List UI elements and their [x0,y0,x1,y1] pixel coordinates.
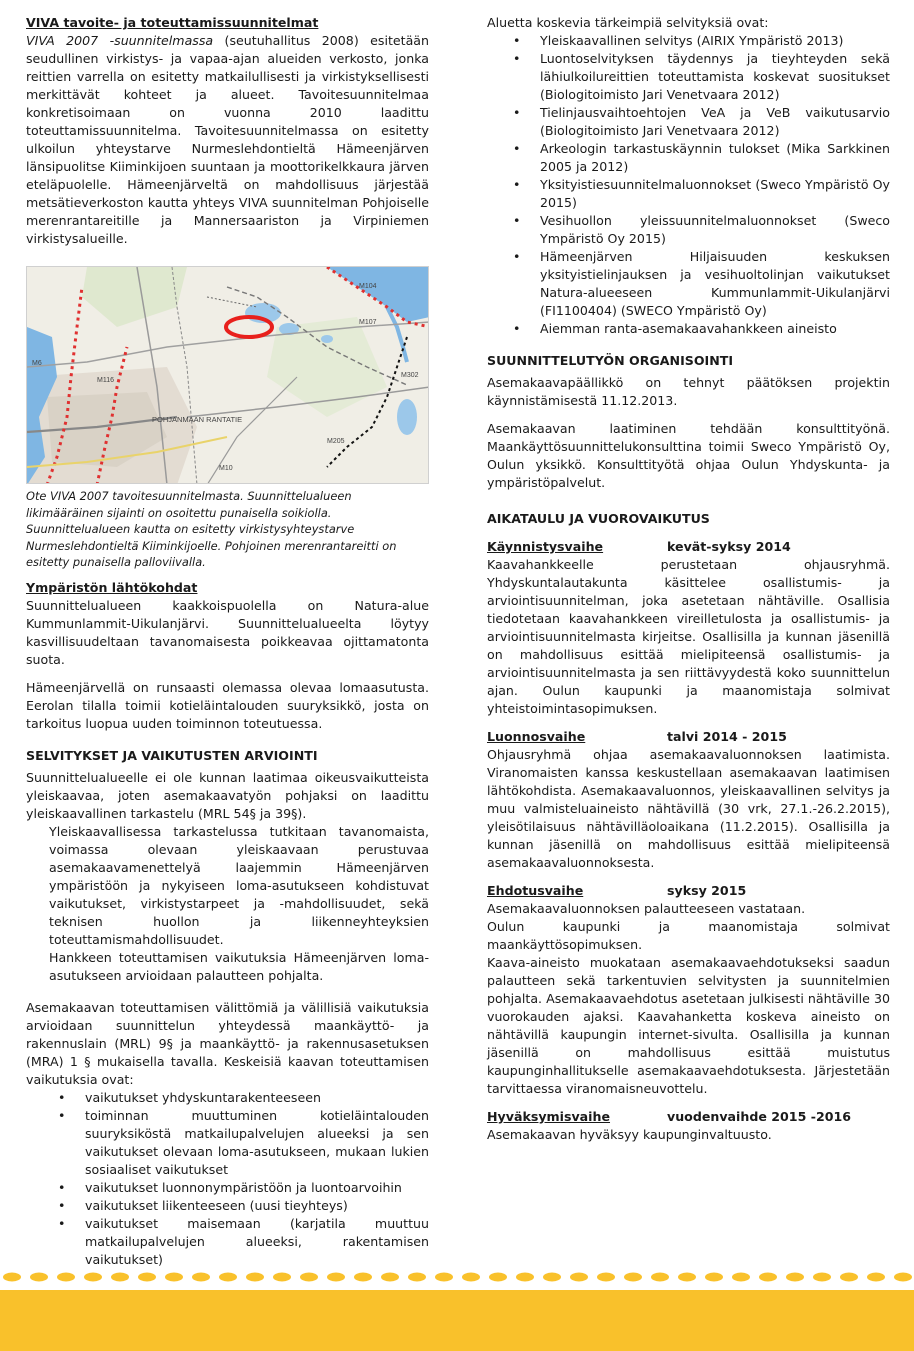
selv-paragraph-1: Suunnittelualueelle ei ole kunnan laatimaa oikeusvaikutteista yleiskaavaa, joten asemakaavatyön pohjaksi on laadittu yleiskaavallinen tarkastelu (MRL 54§ ja 39§). [26,769,429,821]
divider-dot [165,1273,183,1282]
viva-italic-lead: VIVA 2007 -suunnitelmassa [26,33,214,48]
selv-heading: SELVITYKSET JA VAIKUTUSTEN ARVIOINTI [26,747,318,763]
phase-paragraph: Kaava-aineisto muokataan asemakaavaehdotukseksi saadun palautteen sekä tarkentuvien selvitysten ja suunnitelmien pohjalta. Asemakaavaehdotus asetetaan julkisesti nähtäville 30 vuorokauden ajaksi. Kaavahanketta koskeva aineisto on nähtävillä kaupungin internet-sivulta. Osallisilla ja kunnan jäsenillä on mahdollisuus esittää muistutus kaupunginhallitukselle asemakaavaehdotuksesta. Järjestetään tarvittaessa viranomaisneuvottelu. [487,955,890,1096]
divider-dot [867,1273,885,1282]
right-column [487,14,890,1144]
divider-dot [111,1273,129,1282]
phase-head [487,538,890,556]
org-paragraph-2: Asemakaavan laatiminen tehdään konsulttityönä. Maankäyttösuunnittelukonsulttina toimii Sweco Ympäristö Oy, Oulun yksikkö. Konsulttityötä ohjaa Oulun Yhdyskunta- ja ympäristöpalvelut. [487,421,890,490]
surveys-list [513,32,890,338]
phase-name: Ehdotusvaihe [487,883,584,898]
divider-dot [570,1273,588,1282]
viva-paragraph [26,32,429,248]
phase-paragraph: Oulun kaupunki ja maanomistaja solmivat maankäyttösopimuksen. [487,919,890,952]
selv-bullet: • toiminnan muuttuminen kotieläintalouden suuryksiköstä matkailupalvelujen alueeksi ja sen vaikutukset olevaan loma-asutukseen, mukaan lukien sosiaaliset vaikutukset [58,1107,429,1179]
divider-dot [408,1273,426,1282]
divider-dot [219,1273,237,1282]
phase-name: Hyväksymisvaihe [487,1109,611,1124]
phase-time: vuodenvaihde 2015 -2016 [667,1109,851,1124]
survey-item: • Yleiskaavallinen selvitys (AIRIX Ympäristö 2013) [513,32,890,50]
viva-heading: VIVA tavoite- ja toteuttamissuunnitelmat [26,15,319,30]
phase-head [487,882,890,900]
divider-dot [516,1273,534,1282]
divider-dot [624,1273,642,1282]
map-label: M107 [359,319,377,326]
phase-time: talvi 2014 - 2015 [667,729,787,744]
divider-dot [786,1273,804,1282]
divider-dot [651,1273,669,1282]
org-heading: SUUNNITTELUTYÖN ORGANISOINTI [487,353,734,368]
divider-dot [732,1273,750,1282]
divider-dot [3,1273,21,1282]
divider-dot [678,1273,696,1282]
selv-paragraph-2: Asemakaavan toteuttamisen välittömiä ja välillisiä vaikutuksia arvioidaan suunnittelun yhteydessä maankäyttö- ja rakennuslain (MRL) 9§ ja maankäyttö- ja rakennusasetuksen (MRA) 1 § mukaisella tavalla. Keskeisiä kaavan toteuttamisen vaikutuksia ovat: [26,999,429,1087]
selv-bullet: • vaikutukset maisemaan (karjatila muuttuu matkailupalvelujen alueeksi, rakentamisen vaikutukset) [58,1215,429,1269]
divider-dot [354,1273,372,1282]
env-paragraph-2: Hämeenjärvellä on runsaasti olemassa olevaa lomaasutusta. Eerolan tilalla toimii kotieläintalouden suuryksikkö, josta on tarkoitus luopua uuden toiminnon toteutuessa. [26,679,429,731]
phase-name: Käynnistysvaihe [487,539,604,554]
survey-item: • Aiemman ranta-asemakaavahankkeen aineisto [513,320,890,338]
left-column [26,14,429,1269]
divider-dot [840,1273,858,1282]
selv-indent-item: Yleiskaavallisessa tarkastelussa tutkitaan tavanomaista, voimassa olevaan yleiskaavaan perustuvaa asemakaavamenettelyä laajemmin Hämeenjärven ympäristöön ja nykyiseen loma-asutukseen kohdistuvat vaikutukset, virkistystarpeet ja -mahdollisuudet, sekä teknisen huollon ja liikenneyhteyksien toteuttamismahdollisuudet. [49,823,429,947]
selv-bullet: • vaikutukset liikenteeseen (uusi tieyhteys) [58,1197,429,1215]
map-caption [26,488,429,571]
divider-dot [57,1273,75,1282]
divider-dot [84,1273,102,1282]
divider-dot [894,1273,912,1282]
divider-dot [300,1273,318,1282]
env-heading: Ympäristön lähtökohdat [26,579,198,595]
map-label: M116 [97,377,114,384]
divider-dot [705,1273,723,1282]
map-label: M205 [327,438,345,445]
phase-paragraph: Kaavahankkeelle perustetaan ohjausryhmä. Yhdyskuntalautakunta käsittelee osallistumis- ja arviointisuunnitelman, joka asetetaan nähtäville. Osallisia tiedotetaan kaavahankkeen vireilletulosta ja osallistumis- ja arviointisuunnitelmasta kirjeitse. Osallisilla ja kunnan jäsenillä on mahdollisuus esittää mielipiteensä osallistumis- ja arviointisuunnitelmasta ja sen riittävyydestä koko suunnittelun ajan. Oulun kaupunki ja maanomistaja solmivat yhteistoimintasopimuksen. [487,557,890,716]
selv-indent-list [49,823,429,985]
survey-item: • Hämeenjärven Hiljaisuuden keskuksen yksityistielinjauksen ja vesihuoltolinjan vaikutukset Natura-alueeseen Kummunlammit-Uikulanjärvi (FI1100404) (SWECO Ympäristö Oy) [513,248,890,320]
survey-item: • Tielinjausvaihtoehtojen VeA ja VeB vaikutusarvio (Biologitoimisto Jari Venetvaara 2012) [513,104,890,140]
selv-indent-item: Hankkeen toteuttamisen vaikutuksia Hämeenjärven loma-asutukseen arvioidaan palautteen pohjalta. [49,949,429,983]
divider-dot [138,1273,156,1282]
survey-item: • Vesihuollon yleissuunnitelmaluonnokset (Sweco Ympäristö Oy 2015) [513,212,890,248]
viva-map [26,266,429,484]
phase-ehdotus [487,882,890,1098]
phase-paragraph: Asemakaavaluonnoksen palautteeseen vastataan. [487,901,806,916]
dotted-divider [0,1271,914,1283]
divider-dot [462,1273,480,1282]
phase-head [487,1108,890,1126]
map-label: POHJANMAAN RANTATIE [152,415,243,424]
divider-dot [597,1273,615,1282]
selv-bullet: • vaikutukset luonnonympäristöön ja luontoarvoihin [58,1179,429,1197]
selv-bullet-list [58,1089,429,1269]
divider-dot [543,1273,561,1282]
survey-item: • Arkeologin tarkastuskäynnin tulokset (Mika Sarkkinen 2005 ja 2012) [513,140,890,176]
phase-hyvaksymis [487,1108,890,1144]
survey-item: • Luontoselvityksen täydennys ja tieyhteyden sekä lähiulkoilureittien toteuttamista koskevat suositukset (Biologitoimisto Jari Venetvaara 2012) [513,50,890,104]
phase-paragraph: Ohjausryhmä ohjaa asemakaavaluonnoksen laatimista. Viranomaisten kanssa keskustellaan asemakaavan laatimisen lähtökohdista. Asemakaavaluonnos, yleiskaavallinen selvitys ja muu valmisteluaineisto nähtävillä (30 vrk, 27.1.-26.2.2015), yleisötilaisuus nähtävilläoloaikana (11.2.2015). Osallisilla ja kunnan jäsenillä on mahdollisuus esittää mielipiteensä asemakaavaluonnoksesta. [487,747,890,870]
env-paragraph-1: Suunnittelualueen kaakkoispuolella on Natura-alue Kummunlammit-Uikulanjärvi. Suunnittelualueelta löytyy kasvillisuudeltaan tavanomaisesta poikkeavaa ojittamatonta suota. [26,597,429,667]
divider-dot [192,1273,210,1282]
divider-dot [489,1273,507,1282]
divider-dot [813,1273,831,1282]
map-caption-line-2: Suunnittelualueen kautta on esitetty virkistysyhteystarve Nurmeslehdontieltä Kiiminkijoelle. Pohjoinen merenrantareitti on esitetty punaisella palloviivalla. [26,522,397,569]
selv-bullet: • vaikutukset yhdyskuntarakenteeseen [58,1089,429,1107]
map-label: M104 [359,283,377,290]
phase-paragraph: Asemakaavan hyväksyy kaupunginvaltuusto. [487,1127,772,1142]
phase-name: Luonnosvaihe [487,729,586,744]
viva-map-graphic [27,267,429,484]
map-label: M302 [401,372,419,379]
map-label: M6 [32,360,42,367]
map-caption-line-1: Ote VIVA 2007 tavoitesuunnitelmasta. Suunnittelualueen likimääräinen sijainti on osoitettu punaisella soikiolla. [26,489,352,520]
divider-dot [759,1273,777,1282]
phase-head [487,728,890,746]
schedule-heading: AIKATAULU JA VUOROVAIKUTUS [487,511,710,526]
map-lake [397,399,417,435]
footer-band [0,1290,914,1351]
surveys-intro: Aluetta koskevia tärkeimpiä selvityksiä ovat: [487,15,769,30]
divider-dot [327,1273,345,1282]
viva-text: (seutuhallitus 2008) esitetään seudullinen virkistys- ja vapaa-ajan alueiden verkosto, jonka reittien varrella on esitetty matkailullisesti ja virkistyksellisesti merkittävät kohteet ja alueet. Tavoitesuunnitelmaa konkretisoimaan on vuonna 2010 laadittu toteuttamissuunnitelma. Tavoitesuunnitelmassa on esitetty ulkoilun yhteystarve Nurmeslehdontieltä Hämeenjärven länsipuolitse Kiiminkijoen suuntaan ja moottorikelkkaura järven eteläpuolelle. Hämeenjärveltä on mahdollisuus järjestää metsätieverkoston kautta yhteys VIVA suunnitelman Pohjoiselle merenrantareitille ja Mannersaariston ja Virpiniemen virkistysalueille. [26,33,430,246]
divider-dot [246,1273,264,1282]
divider-dot [381,1273,399,1282]
org-paragraph-1: Asemakaavapäällikkö on tehnyt päätöksen projektin käynnistämisestä 11.12.2013. [487,375,890,408]
phase-time: syksy 2015 [667,883,747,898]
map-label: M10 [219,465,233,472]
map-lake [321,335,333,343]
divider-dot [30,1273,48,1282]
divider-dot [435,1273,453,1282]
divider-dot [273,1273,291,1282]
phase-time: kevät-syksy 2014 [667,539,791,554]
phase-kaynnistys [487,538,890,718]
phase-luonnos [487,728,890,872]
survey-item: • Yksityistiesuunnitelmaluonnokset (Sweco Ympäristö Oy 2015) [513,176,890,212]
